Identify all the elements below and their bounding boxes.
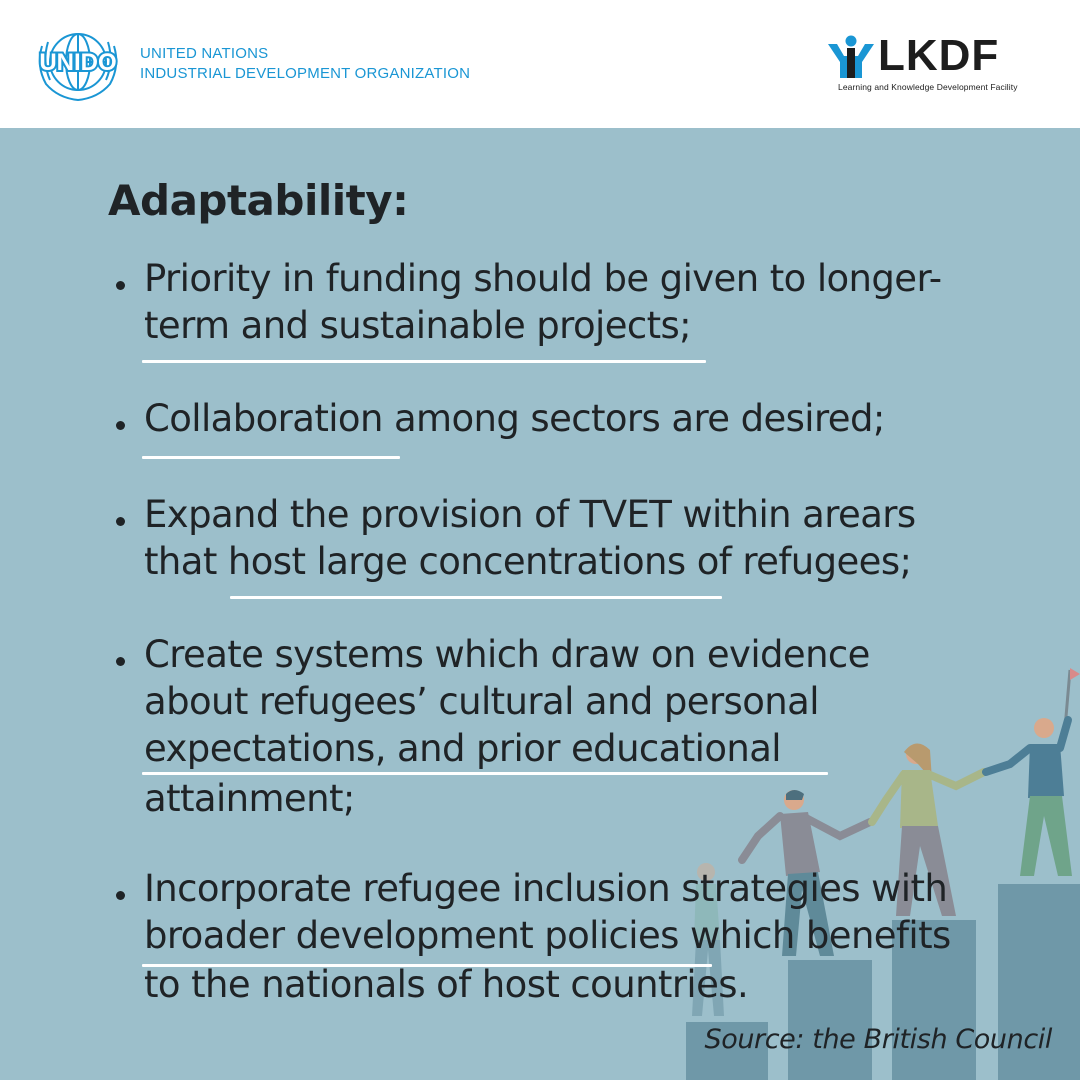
highlight-underline — [230, 596, 722, 599]
bullet-2-line-1: Collaboration among sectors are desired; — [144, 397, 885, 440]
bullet-1-line-2: term and sustainable projects; — [144, 304, 692, 347]
unido-name-line1: UNITED NATIONS — [140, 45, 269, 62]
bullet-4-line-4: attainment; — [144, 777, 355, 820]
bullet-4-line-1: Create systems which draw on evidence — [144, 633, 870, 676]
bullet-4-line-3: expectations, and prior educational — [144, 727, 781, 770]
bullet-5-line-1: Incorporate refugee inclusion strategies with — [144, 867, 948, 910]
bullet-4-line-2: about refugees’ cultural and personal — [144, 680, 819, 723]
unido-logo-text: UNIDO — [39, 49, 117, 76]
person-4 — [986, 668, 1080, 876]
bullet-icon — [116, 657, 125, 666]
header-bar — [0, 0, 1080, 128]
page-title: Adaptability: — [108, 176, 409, 225]
bullet-icon — [116, 891, 125, 900]
bullet-icon — [116, 281, 125, 290]
highlight-underline — [142, 456, 400, 459]
unido-emblem-logo — [32, 26, 124, 102]
bullet-3-line-2: that host large concentrations of refugees; — [144, 540, 912, 583]
source-citation: Source: the British Council — [704, 1024, 1052, 1055]
bullet-icon — [116, 517, 125, 526]
lkdf-logo-text: LKDF — [878, 31, 1000, 80]
highlight-underline — [142, 772, 828, 775]
bullet-3-line-1: Expand the provision of TVET within arears — [144, 493, 916, 536]
highlight-underline — [142, 360, 706, 363]
lkdf-tagline: Learning and Knowledge Development Facility — [838, 82, 1018, 92]
bullet-5-line-3: to the nationals of host countries. — [144, 963, 749, 1006]
lkdf-logo — [826, 31, 1036, 96]
lkdf-person-icon — [826, 34, 876, 78]
bullet-5-line-2: broader development policies which benefits — [144, 914, 951, 957]
unido-organization-name — [140, 44, 470, 84]
bullet-icon — [116, 421, 125, 430]
bullet-1-line-1: Priority in funding should be given to longer- — [144, 257, 942, 300]
unido-name-line2: INDUSTRIAL DEVELOPMENT ORGANIZATION — [140, 65, 471, 82]
